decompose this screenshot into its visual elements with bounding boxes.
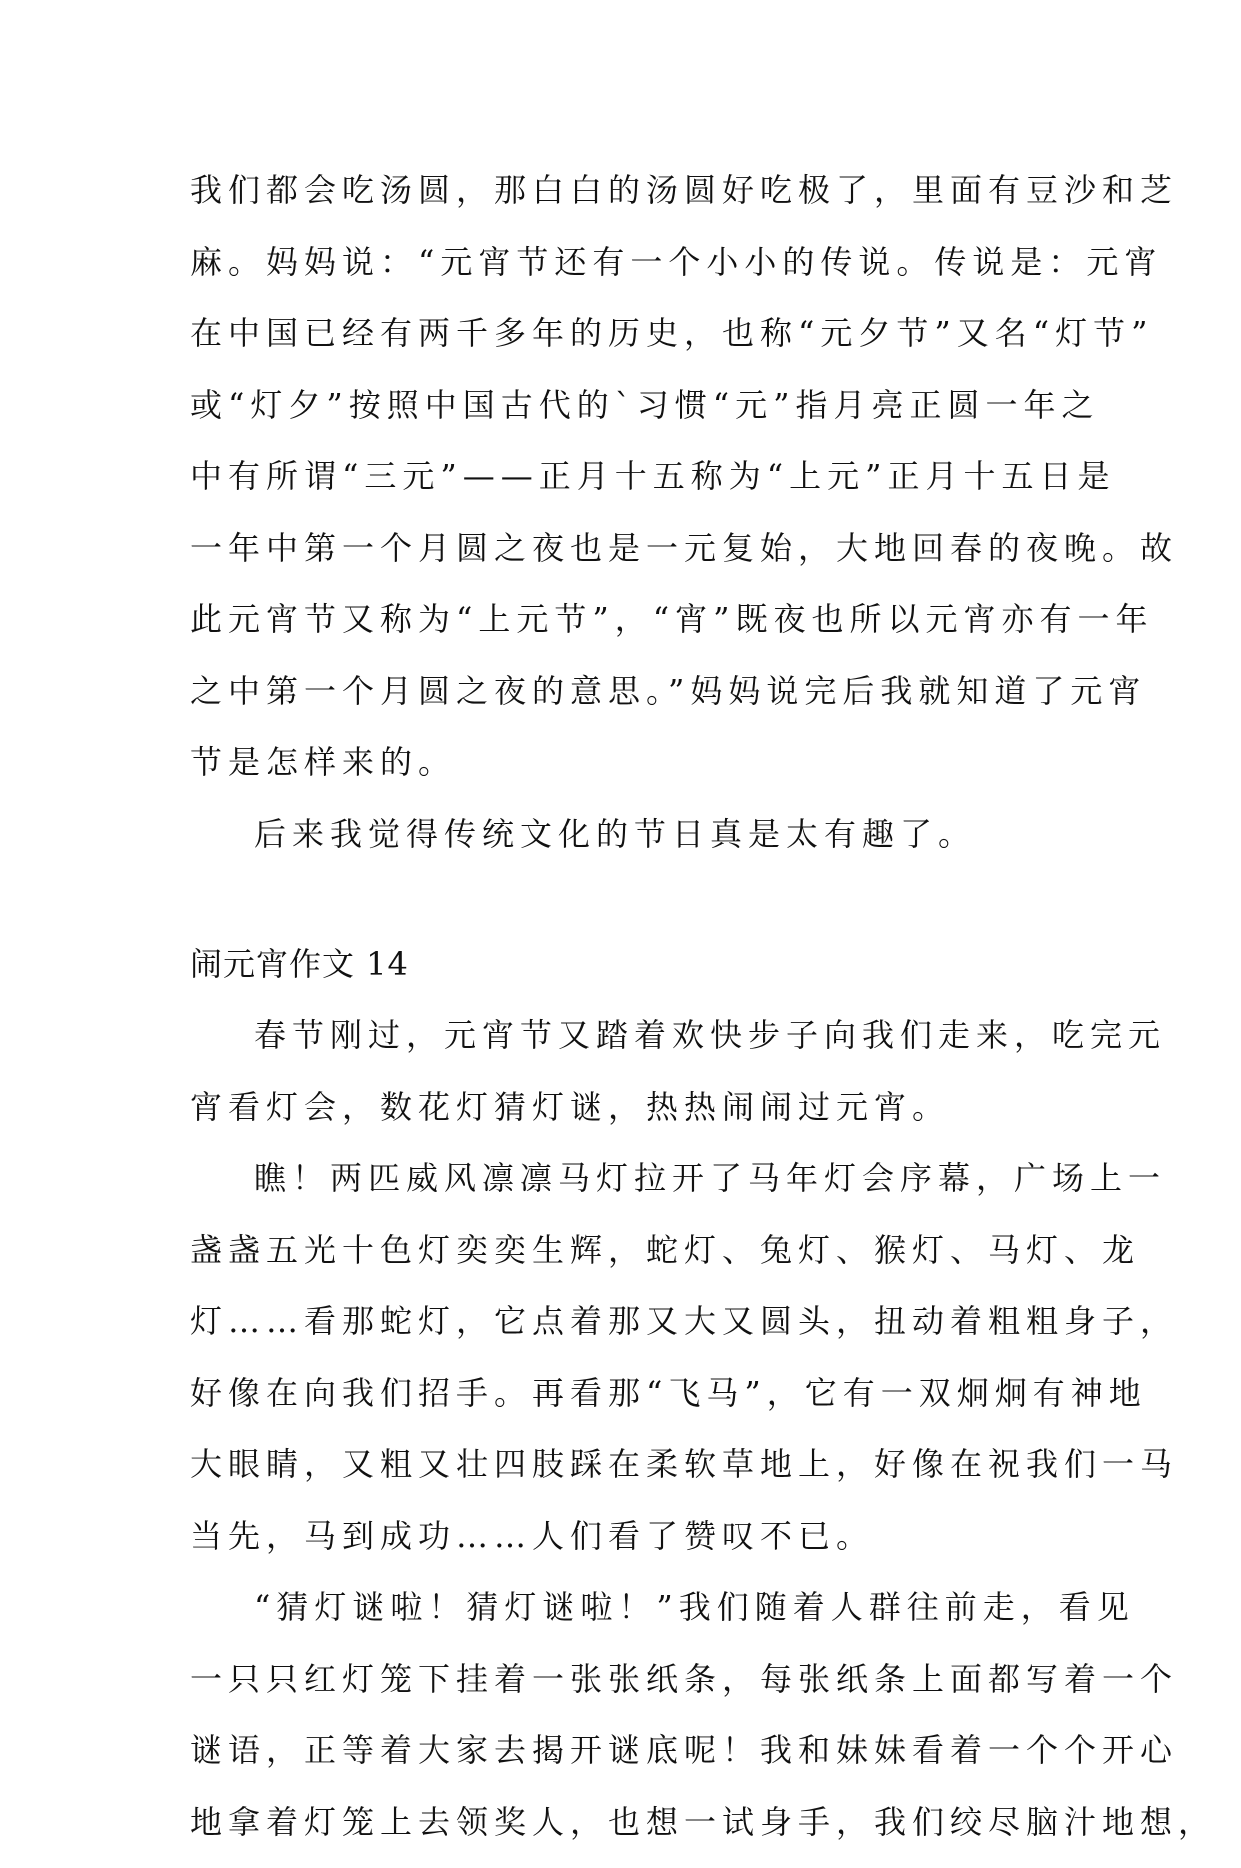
text-line: 大眼睛，又粗又壮四肢踩在柔软草地上，好像在祝我们一马 (190, 1445, 1179, 1483)
text-line: 地拿着灯笼上去领奖人，也想一试身手，我们绞尽脑汁地想， (190, 1802, 1217, 1841)
document-body (190, 165, 1217, 1868)
text-line: 此元宵节又称为“上元节”，“宵”既夜也所以元宵亦有一年 (190, 600, 1154, 638)
paragraph-line: 春节刚过，元宵节又踏着欢快步子向我们走来，吃完元 (254, 1016, 1167, 1054)
text-line: 我们都会吃汤圆，那白白的汤圆好吃极了，里面有豆沙和芝 (190, 171, 1179, 209)
text-line: 灯……看那蛇灯，它点着那又大又圆头，扭动着粗粗身子， (190, 1302, 1179, 1340)
text-line: 在中国已经有两千多年的历史，也称“元夕节”又名“灯节” (190, 314, 1154, 352)
text-line: 麻。妈妈说：“元宵节还有一个小小的传说。传说是：元宵 (190, 242, 1163, 281)
section-heading: 闹元宵作文 14 (190, 944, 409, 983)
text-line: 宵看灯会，数花灯猜灯谜，热热闹闹过元宵。 (190, 1087, 951, 1126)
text-line: 当先，马到成功……人们看了赞叹不已。 (190, 1516, 875, 1555)
text-line: 一年中第一个月圆之夜也是一元复始，大地回春的夜晚。故 (190, 528, 1179, 567)
text-line: 一只只红灯笼下挂着一张张纸条，每张纸条上面都写着一个 (190, 1659, 1179, 1698)
paragraph-line: 瞧！两匹威风凛凛马灯拉开了马年灯会序幕，广场上一 (254, 1159, 1167, 1197)
paragraph-line: “猜灯谜啦！猜灯谜啦！”我们随着人群往前走，看见 (254, 1588, 1135, 1626)
text-line: 之中第一个月圆之夜的意思。”妈妈说完后我就知道了元宵 (190, 671, 1147, 710)
text-line: 盏盏五光十色灯奕奕生辉，蛇灯、兔灯、猴灯、马灯、龙 (190, 1230, 1141, 1269)
text-line: 中有所谓“三元”——正月十五称为“上元”正月十五日是 (190, 457, 1116, 495)
text-line: 好像在向我们招手。再看那“飞马”，它有一双炯炯有神地 (190, 1373, 1147, 1412)
paragraph-line: 后来我觉得传统文化的节日真是太有趣了。 (254, 814, 977, 853)
text-line: 节是怎样来的。 (190, 743, 457, 781)
text-line: 或“灯夕”按照中国古代的`习惯“元”指月亮正圆一年之 (190, 385, 1100, 424)
text-line: 谜语，正等着大家去揭开谜底呢！我和妹妹看着一个个开心 (190, 1731, 1179, 1769)
